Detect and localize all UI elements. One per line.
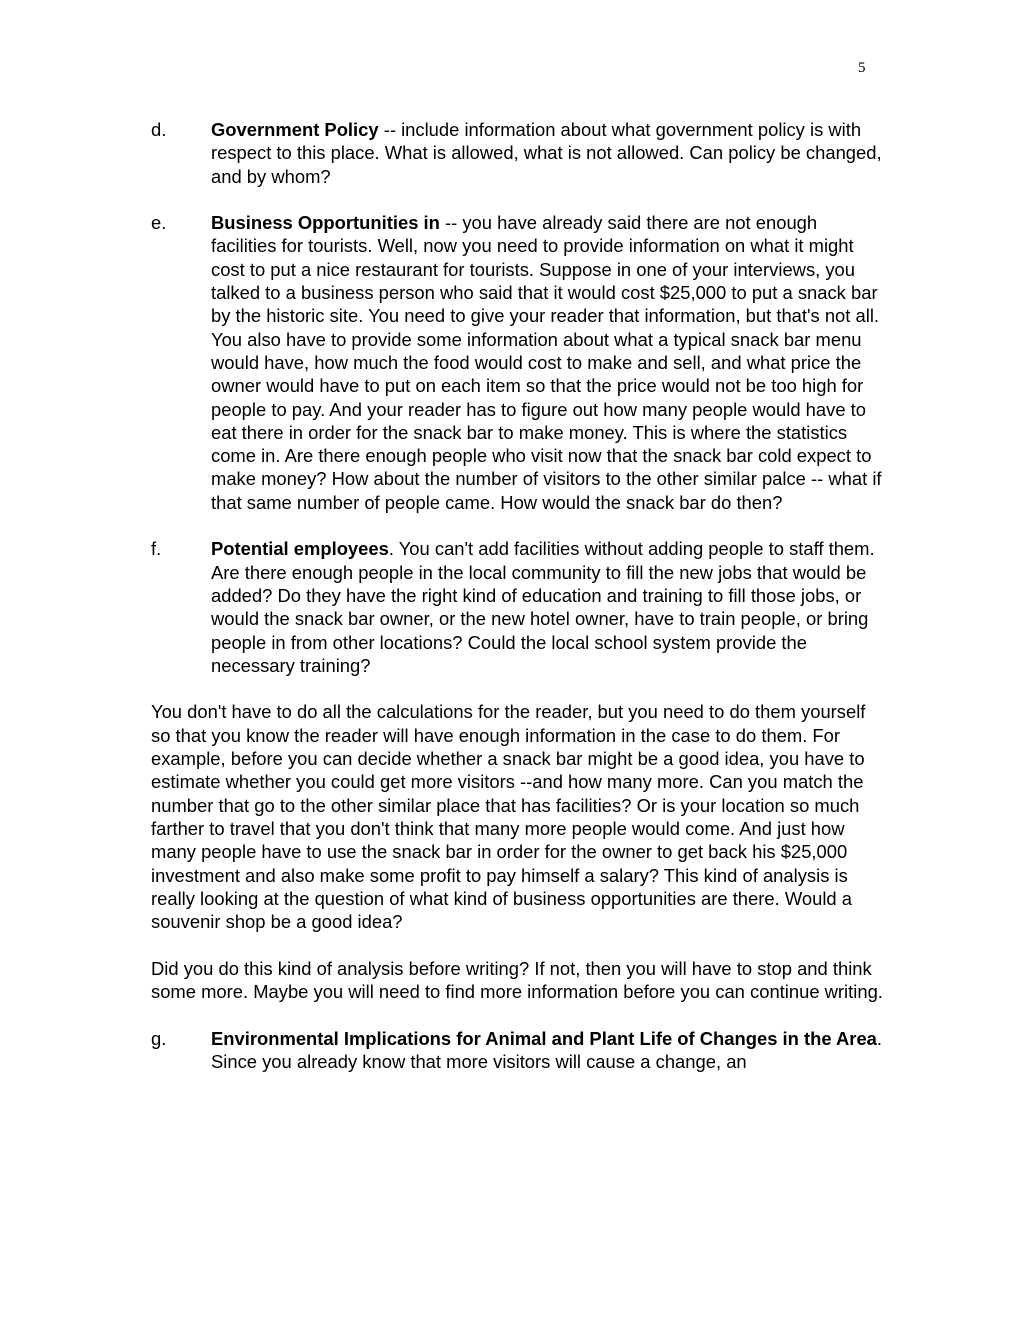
body-paragraph: You don't have to do all the calculations for the reader, but you need to do them yourself so that you know the reader will have enough information in the case to do them. For example, before you can decide whether a snack bar might be a good idea, you have to estimate whether you could get more visitors --and how many more. Can you match the number that go to the other similar place that has facilities? Or is your location so much farther to travel that you don't think that many more people would come. And just how many people have to use the snack bar in order for the owner to get back his $25,000 investment and also make some profit to pay himself a salary? This kind of analysis is really looking at the question of what kind of business opportunities are there. Would a souvenir shop be a good idea? bbox=[151, 701, 866, 933]
item-body: . Since you already know that more visitors will cause a change, an bbox=[211, 1027, 883, 1072]
item-body: -- include information about what government policy is with respect to this place. What is allowed, what is not allowed. Can policy be changed, and by whom? bbox=[211, 119, 882, 187]
document-body bbox=[151, 118, 886, 1096]
list-marker: f. bbox=[151, 538, 162, 560]
item-body: -- you have already said there are not enough facilities for tourists. Well, now you need to provide information on what it might cost to put a nice restaurant for tourists. Suppose in one of your interviews, you talked to a business person who said that it would cost $25,000 to put a snack bar by the historic site. You need to give your reader that information, but that's not all. You also have to provide some information about what a typical snack bar menu would have, how much the food would cost to make and sell, and what price the owner would have to put on each item so that the price would not be too high for people to pay. And your reader has to figure out how many people would have to eat there in order for the snack bar to make money. This is where the statistics come in. Are there enough people who visit now that the snack bar cold expect to make money? How about the number of visitors to the other similar palce -- what if that same number of people came. How would the snack bar do then? bbox=[211, 212, 882, 513]
item-heading: Environmental Implications for Animal and Plant Life of Changes in the Area bbox=[211, 1027, 877, 1049]
list-item-environmental-implications bbox=[151, 1027, 886, 1074]
item-body: . You can't add facilities without adding people to staff them. Are there enough people in the local community to fill the new jobs that would be added? Do they have the right kind of education and training to fill those jobs, or would the snack bar owner, or the new hotel owner, have to train people, or bring people in from other locations? Could the local school system provide the necessary training? bbox=[211, 538, 875, 676]
list-item-potential-employees bbox=[151, 537, 886, 677]
item-heading: Government Policy bbox=[211, 119, 379, 140]
list-marker: d. bbox=[151, 119, 167, 140]
list-item-text bbox=[211, 118, 886, 188]
body-paragraph: Did you do this kind of analysis before writing? If not, then you will have to stop and think some more. Maybe you will need to find more information before you can continue writing. bbox=[151, 957, 883, 1002]
item-heading: Potential employees bbox=[211, 538, 389, 560]
list-item-government-policy bbox=[151, 118, 886, 188]
list-marker: g. bbox=[151, 1027, 167, 1049]
list-marker: e. bbox=[151, 212, 167, 234]
item-heading: Business Opportunities in bbox=[211, 212, 440, 234]
list-item-text bbox=[211, 537, 886, 677]
list-item-business-opportunities bbox=[151, 211, 886, 514]
page-number: 5 bbox=[858, 60, 866, 76]
list-item-text bbox=[211, 211, 886, 514]
list-item-text bbox=[211, 1027, 886, 1074]
